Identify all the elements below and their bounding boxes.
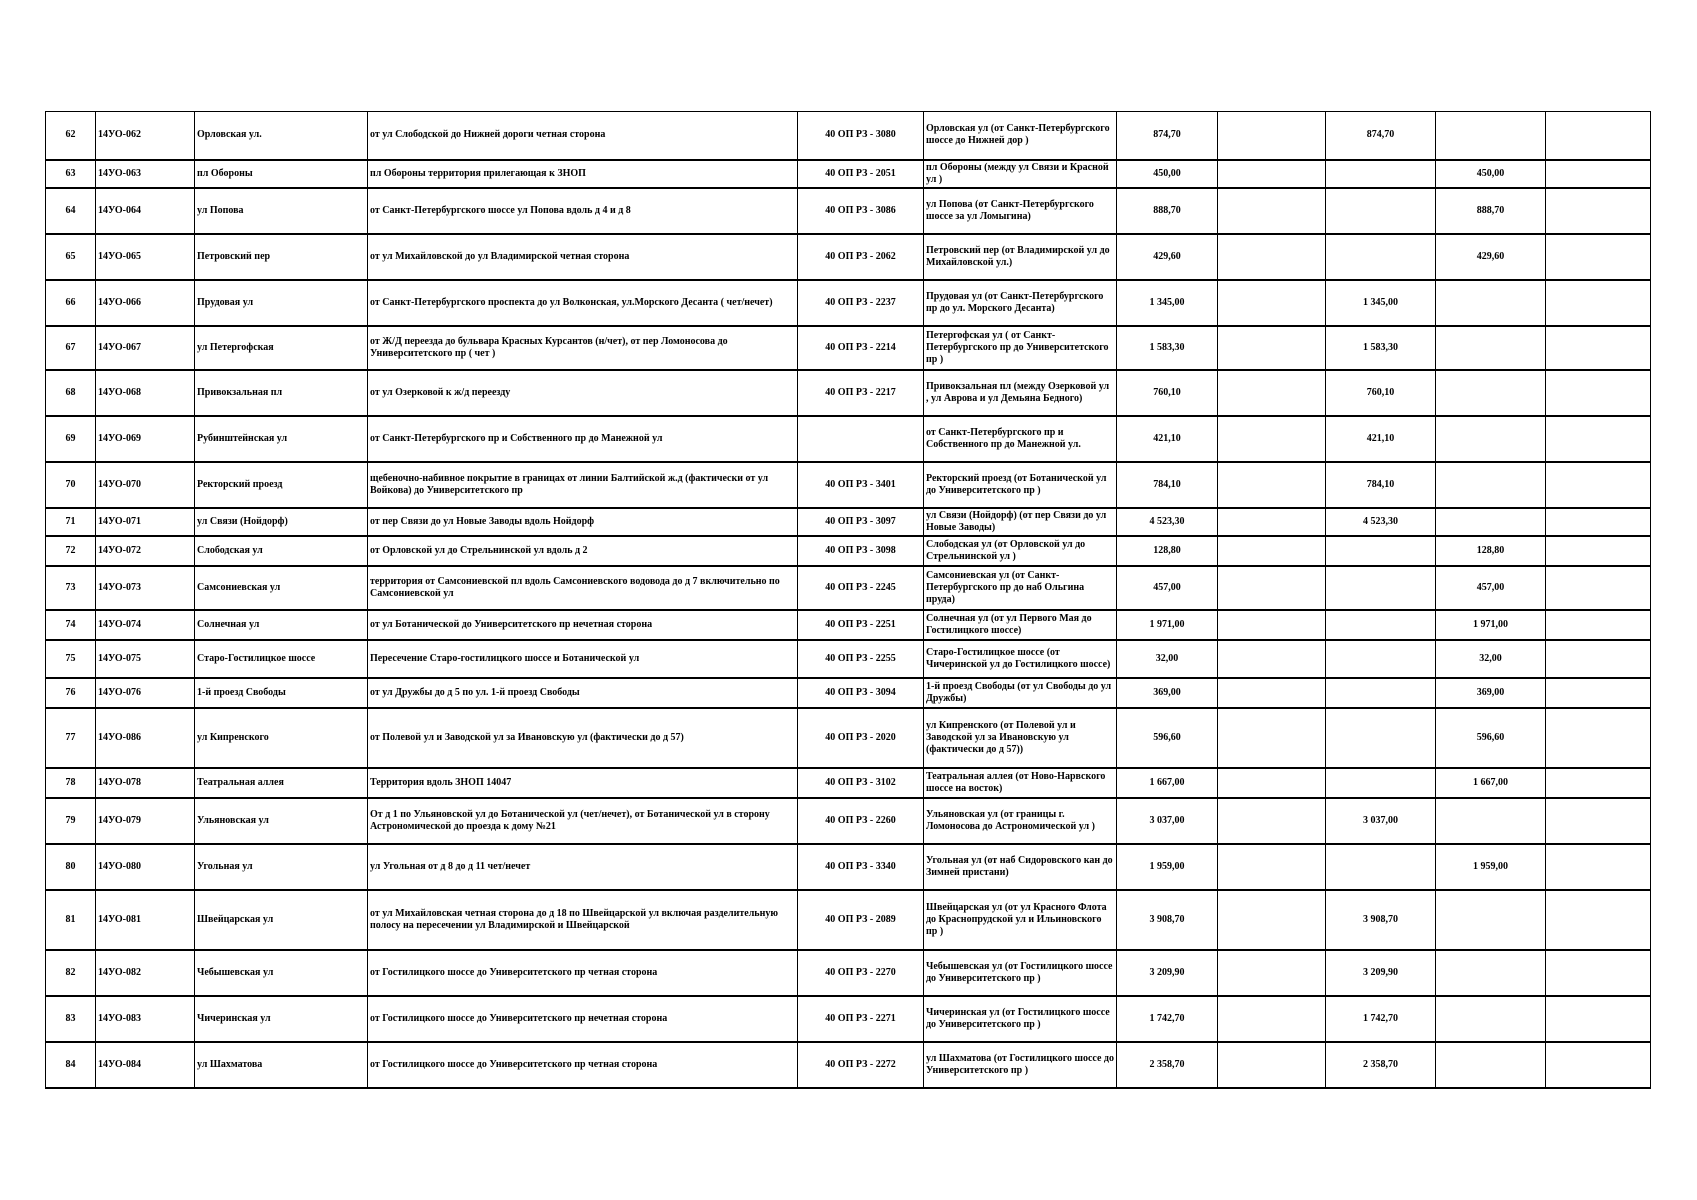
work-description: от Полевой ул и Заводской ул за Ивановскую ул (фактически до д 57) — [368, 708, 798, 768]
column-a-value — [1218, 536, 1326, 566]
column-a-value — [1218, 508, 1326, 536]
length-value: 1 667,00 — [1117, 768, 1218, 798]
column-d-value — [1546, 508, 1651, 536]
length-value: 4 523,30 — [1117, 508, 1218, 536]
column-d-value — [1546, 798, 1651, 844]
work-description: от Гостилицкого шоссе до Университетского пр четная сторона — [368, 950, 798, 996]
row-number: 79 — [46, 798, 96, 844]
length-value: 1 959,00 — [1117, 844, 1218, 890]
column-b-value — [1326, 536, 1436, 566]
street-name: Чебышевская ул — [195, 950, 368, 996]
column-c-value: 32,00 — [1436, 640, 1546, 678]
row-number: 63 — [46, 160, 96, 188]
road-section: ул Шахматова (от Гостилицкого шоссе до Университетского пр ) — [924, 1042, 1117, 1088]
street-name: Привокзальная пл — [195, 370, 368, 416]
column-d-value — [1546, 844, 1651, 890]
registry-number: 40 ОП РЗ - 2251 — [798, 610, 924, 640]
column-c-value — [1436, 370, 1546, 416]
column-a-value — [1218, 640, 1326, 678]
object-code: 14УО-062 — [96, 112, 195, 160]
row-number: 82 — [46, 950, 96, 996]
column-b-value: 1 583,30 — [1326, 326, 1436, 370]
column-c-value: 128,80 — [1436, 536, 1546, 566]
length-value: 760,10 — [1117, 370, 1218, 416]
road-section: Ульяновская ул (от границы г. Ломоносова до Астрономической ул ) — [924, 798, 1117, 844]
column-d-value — [1546, 370, 1651, 416]
column-a-value — [1218, 326, 1326, 370]
registry-number: 40 ОП РЗ - 2260 — [798, 798, 924, 844]
length-value: 1 742,70 — [1117, 996, 1218, 1042]
length-value: 3 908,70 — [1117, 890, 1218, 950]
road-section: пл Обороны (между ул Связи и Красной ул ) — [924, 160, 1117, 188]
column-a-value — [1218, 280, 1326, 326]
column-c-value — [1436, 326, 1546, 370]
row-number: 62 — [46, 112, 96, 160]
work-description: от ул Озерковой к ж/д переезду — [368, 370, 798, 416]
table-row — [46, 160, 1651, 188]
street-name: пл Обороны — [195, 160, 368, 188]
road-section: ул Связи (Нойдорф) (от пер Связи до ул Новые Заводы) — [924, 508, 1117, 536]
column-d-value — [1546, 536, 1651, 566]
table-row — [46, 1042, 1651, 1088]
length-value: 369,00 — [1117, 678, 1218, 708]
column-a-value — [1218, 798, 1326, 844]
column-a-value — [1218, 768, 1326, 798]
column-d-value — [1546, 996, 1651, 1042]
column-b-value — [1326, 678, 1436, 708]
work-description: от Гостилицкого шоссе до Университетского пр нечетная сторона — [368, 996, 798, 1042]
street-name: ул Попова — [195, 188, 368, 234]
registry-number: 40 ОП РЗ - 3086 — [798, 188, 924, 234]
table-row — [46, 996, 1651, 1042]
column-c-value: 1 667,00 — [1436, 768, 1546, 798]
registry-number: 40 ОП РЗ - 3098 — [798, 536, 924, 566]
registry-number: 40 ОП РЗ - 3401 — [798, 462, 924, 508]
length-value: 457,00 — [1117, 566, 1218, 610]
column-b-value — [1326, 844, 1436, 890]
work-description: от ул Дружбы до д 5 по ул. 1-й проезд Свободы — [368, 678, 798, 708]
road-section: от Санкт-Петербургского пр и Собственного пр до Манежной ул. — [924, 416, 1117, 462]
registry-number: 40 ОП РЗ - 3102 — [798, 768, 924, 798]
object-code: 14УО-066 — [96, 280, 195, 326]
object-code: 14УО-072 — [96, 536, 195, 566]
column-c-value — [1436, 112, 1546, 160]
road-section: Ректорский проезд (от Ботанической ул до Университетского пр ) — [924, 462, 1117, 508]
column-b-value: 3 037,00 — [1326, 798, 1436, 844]
row-number: 67 — [46, 326, 96, 370]
work-description: от ул Ботанической до Университетского пр нечетная сторона — [368, 610, 798, 640]
column-c-value — [1436, 950, 1546, 996]
column-b-value: 421,10 — [1326, 416, 1436, 462]
column-b-value — [1326, 188, 1436, 234]
object-code: 14УО-071 — [96, 508, 195, 536]
column-a-value — [1218, 844, 1326, 890]
road-section: Швейцарская ул (от ул Красного Флота до Краснопрудской ул и Ильиновского пр ) — [924, 890, 1117, 950]
column-d-value — [1546, 326, 1651, 370]
row-number: 81 — [46, 890, 96, 950]
registry-number: 40 ОП РЗ - 2271 — [798, 996, 924, 1042]
data-table — [45, 111, 1651, 1089]
street-name: ул Шахматова — [195, 1042, 368, 1088]
street-name: Угольная ул — [195, 844, 368, 890]
work-description: Пересечение Старо-гостилицкого шоссе и Ботанической ул — [368, 640, 798, 678]
object-code: 14УО-067 — [96, 326, 195, 370]
work-description: щебеночно-набивное покрытие в границах от линии Балтийской ж.д (фактически от ул Войкова) до Университетского пр — [368, 462, 798, 508]
table-row — [46, 188, 1651, 234]
column-c-value — [1436, 798, 1546, 844]
street-name: ул Связи (Нойдорф) — [195, 508, 368, 536]
column-a-value — [1218, 678, 1326, 708]
registry-number: 40 ОП РЗ - 2217 — [798, 370, 924, 416]
column-b-value — [1326, 640, 1436, 678]
street-name: 1-й проезд Свободы — [195, 678, 368, 708]
work-description: ул Угольная от д 8 до д 11 чет/нечет — [368, 844, 798, 890]
work-description: от ул Михайловской до ул Владимирской четная сторона — [368, 234, 798, 280]
column-c-value — [1436, 508, 1546, 536]
length-value: 3 209,90 — [1117, 950, 1218, 996]
row-number: 72 — [46, 536, 96, 566]
row-number: 80 — [46, 844, 96, 890]
column-a-value — [1218, 462, 1326, 508]
column-b-value: 2 358,70 — [1326, 1042, 1436, 1088]
column-b-value: 3 209,90 — [1326, 950, 1436, 996]
row-number: 69 — [46, 416, 96, 462]
column-a-value — [1218, 950, 1326, 996]
length-value: 874,70 — [1117, 112, 1218, 160]
registry-number: 40 ОП РЗ - 2051 — [798, 160, 924, 188]
work-description: от ул Слободской до Нижней дороги четная сторона — [368, 112, 798, 160]
object-code: 14УО-068 — [96, 370, 195, 416]
table-row — [46, 112, 1651, 160]
column-b-value: 784,10 — [1326, 462, 1436, 508]
registry-number: 40 ОП РЗ - 2272 — [798, 1042, 924, 1088]
column-d-value — [1546, 416, 1651, 462]
street-name: Театральная аллея — [195, 768, 368, 798]
road-section: Слободская ул (от Орловской ул до Стрельнинской ул ) — [924, 536, 1117, 566]
road-section: Привокзальная пл (между Озерковой ул , ул Аврова и ул Демьяна Бедного) — [924, 370, 1117, 416]
work-description: от Санкт-Петербургского шоссе ул Попова вдоль д 4 и д 8 — [368, 188, 798, 234]
column-b-value — [1326, 234, 1436, 280]
column-d-value — [1546, 566, 1651, 610]
column-c-value — [1436, 996, 1546, 1042]
column-c-value — [1436, 416, 1546, 462]
table-row — [46, 708, 1651, 768]
column-d-value — [1546, 708, 1651, 768]
road-section: 1-й проезд Свободы (от ул Свободы до ул Дружбы) — [924, 678, 1117, 708]
street-name: Рубинштейнская ул — [195, 416, 368, 462]
object-code: 14УО-084 — [96, 1042, 195, 1088]
column-a-value — [1218, 370, 1326, 416]
table-row — [46, 536, 1651, 566]
registry-number: 40 ОП РЗ - 3094 — [798, 678, 924, 708]
registry-number: 40 ОП РЗ - 2020 — [798, 708, 924, 768]
length-value: 421,10 — [1117, 416, 1218, 462]
object-code: 14УО-080 — [96, 844, 195, 890]
length-value: 128,80 — [1117, 536, 1218, 566]
street-name: ул Кипренского — [195, 708, 368, 768]
street-name: Швейцарская ул — [195, 890, 368, 950]
row-number: 73 — [46, 566, 96, 610]
registry-number: 40 ОП РЗ - 2089 — [798, 890, 924, 950]
work-description: пл Обороны территория прилегающая к ЗНОП — [368, 160, 798, 188]
registry-number: 40 ОП РЗ - 2270 — [798, 950, 924, 996]
length-value: 596,60 — [1117, 708, 1218, 768]
work-description: Территория вдоль ЗНОП 14047 — [368, 768, 798, 798]
street-name: Ульяновская ул — [195, 798, 368, 844]
column-a-value — [1218, 160, 1326, 188]
registry-number: 40 ОП РЗ - 2245 — [798, 566, 924, 610]
row-number: 75 — [46, 640, 96, 678]
road-section: Солнечная ул (от ул Первого Мая до Гостилицкого шоссе) — [924, 610, 1117, 640]
object-code: 14УО-069 — [96, 416, 195, 462]
column-d-value — [1546, 890, 1651, 950]
object-code: 14УО-078 — [96, 768, 195, 798]
work-description: от Ж/Д переезда до бульвара Красных Курсантов (н/чет), от пер Ломоносова до Университетского пр ( чет ) — [368, 326, 798, 370]
object-code: 14УО-063 — [96, 160, 195, 188]
object-code: 14УО-076 — [96, 678, 195, 708]
length-value: 1 583,30 — [1117, 326, 1218, 370]
column-d-value — [1546, 188, 1651, 234]
street-name: Ректорский проезд — [195, 462, 368, 508]
table-row — [46, 416, 1651, 462]
column-d-value — [1546, 768, 1651, 798]
table-row — [46, 326, 1651, 370]
object-code: 14УО-065 — [96, 234, 195, 280]
column-a-value — [1218, 610, 1326, 640]
object-code: 14УО-079 — [96, 798, 195, 844]
table-row — [46, 234, 1651, 280]
registry-number: 40 ОП РЗ - 2062 — [798, 234, 924, 280]
road-section: ул Попова (от Санкт-Петербургского шоссе за ул Ломыгина) — [924, 188, 1117, 234]
table-row — [46, 890, 1651, 950]
column-b-value — [1326, 768, 1436, 798]
object-code: 14УО-064 — [96, 188, 195, 234]
column-b-value — [1326, 566, 1436, 610]
road-section: Угольная ул (от наб Сидоровского кан до Зимней пристани) — [924, 844, 1117, 890]
work-description: территория от Самсониевской пл вдоль Самсониевского водовода до д 7 включительно по Самсониевской ул — [368, 566, 798, 610]
street-name: ул Петергофская — [195, 326, 368, 370]
registry-number — [798, 416, 924, 462]
table-row — [46, 566, 1651, 610]
row-number: 70 — [46, 462, 96, 508]
column-d-value — [1546, 640, 1651, 678]
column-a-value — [1218, 708, 1326, 768]
column-c-value — [1436, 890, 1546, 950]
column-a-value — [1218, 416, 1326, 462]
road-section: Петергофская ул ( от Санкт-Петербургского пр до Университетского пр ) — [924, 326, 1117, 370]
table-row — [46, 370, 1651, 416]
length-value: 888,70 — [1117, 188, 1218, 234]
object-code: 14УО-083 — [96, 996, 195, 1042]
row-number: 76 — [46, 678, 96, 708]
table-row — [46, 798, 1651, 844]
table-row — [46, 462, 1651, 508]
road-section: Старо-Гостилицкое шоссе (от Чичеринской ул до Гостилицкого шоссе) — [924, 640, 1117, 678]
street-name: Солнечная ул — [195, 610, 368, 640]
length-value: 32,00 — [1117, 640, 1218, 678]
table-row — [46, 768, 1651, 798]
road-section: Прудовая ул (от Санкт-Петербургского пр до ул. Морского Десанта) — [924, 280, 1117, 326]
road-section: Петровский пер (от Владимирской ул до Михайловской ул.) — [924, 234, 1117, 280]
table-row — [46, 280, 1651, 326]
registry-number: 40 ОП РЗ - 3080 — [798, 112, 924, 160]
street-name: Старо-Гостилицкое шоссе — [195, 640, 368, 678]
column-b-value — [1326, 610, 1436, 640]
object-code: 14УО-070 — [96, 462, 195, 508]
length-value: 2 358,70 — [1117, 1042, 1218, 1088]
work-description: от пер Связи до ул Новые Заводы вдоль Нойдорф — [368, 508, 798, 536]
column-c-value: 1 959,00 — [1436, 844, 1546, 890]
column-d-value — [1546, 462, 1651, 508]
street-name: Петровский пер — [195, 234, 368, 280]
column-b-value: 1 742,70 — [1326, 996, 1436, 1042]
street-name: Самсониевская ул — [195, 566, 368, 610]
column-c-value: 429,60 — [1436, 234, 1546, 280]
column-c-value: 596,60 — [1436, 708, 1546, 768]
work-description: от Санкт-Петербургского пр и Собственного пр до Манежной ул — [368, 416, 798, 462]
column-b-value: 760,10 — [1326, 370, 1436, 416]
column-b-value — [1326, 160, 1436, 188]
row-number: 66 — [46, 280, 96, 326]
table-row — [46, 950, 1651, 996]
work-description: от Орловской ул до Стрельнинской ул вдоль д 2 — [368, 536, 798, 566]
work-description: От д 1 по Ульяновской ул до Ботанической ул (чет/нечет), от Ботанической ул в сторону Астрономической до проезда к дому №21 — [368, 798, 798, 844]
table-row — [46, 678, 1651, 708]
column-b-value — [1326, 708, 1436, 768]
street-name: Слободская ул — [195, 536, 368, 566]
work-description: от ул Михайловская четная сторона до д 18 по Швейцарской ул включая разделительную полосу на пересечении ул Владимирской и Швейцарской — [368, 890, 798, 950]
column-a-value — [1218, 1042, 1326, 1088]
row-number: 77 — [46, 708, 96, 768]
road-section: Чичеринская ул (от Гостилицкого шоссе до Университетского пр ) — [924, 996, 1117, 1042]
object-code: 14УО-075 — [96, 640, 195, 678]
registry-number: 40 ОП РЗ - 3097 — [798, 508, 924, 536]
row-number: 78 — [46, 768, 96, 798]
column-c-value — [1436, 462, 1546, 508]
object-code: 14УО-081 — [96, 890, 195, 950]
object-code: 14УО-073 — [96, 566, 195, 610]
road-section: Самсониевская ул (от Санкт-Петербургского пр до наб Ольгина пруда) — [924, 566, 1117, 610]
row-number: 64 — [46, 188, 96, 234]
length-value: 3 037,00 — [1117, 798, 1218, 844]
length-value: 429,60 — [1117, 234, 1218, 280]
column-d-value — [1546, 112, 1651, 160]
object-code: 14УО-074 — [96, 610, 195, 640]
column-d-value — [1546, 610, 1651, 640]
length-value: 1 971,00 — [1117, 610, 1218, 640]
table-row — [46, 508, 1651, 536]
column-c-value — [1436, 1042, 1546, 1088]
column-d-value — [1546, 950, 1651, 996]
length-value: 450,00 — [1117, 160, 1218, 188]
row-number: 68 — [46, 370, 96, 416]
column-a-value — [1218, 112, 1326, 160]
column-d-value — [1546, 234, 1651, 280]
column-b-value: 3 908,70 — [1326, 890, 1436, 950]
column-d-value — [1546, 678, 1651, 708]
row-number: 65 — [46, 234, 96, 280]
table-row — [46, 640, 1651, 678]
registry-number: 40 ОП РЗ - 3340 — [798, 844, 924, 890]
object-code: 14УО-086 — [96, 708, 195, 768]
registry-number: 40 ОП РЗ - 2237 — [798, 280, 924, 326]
table-row — [46, 844, 1651, 890]
length-value: 1 345,00 — [1117, 280, 1218, 326]
length-value: 784,10 — [1117, 462, 1218, 508]
registry-number: 40 ОП РЗ - 2214 — [798, 326, 924, 370]
column-b-value: 874,70 — [1326, 112, 1436, 160]
table-row — [46, 610, 1651, 640]
column-a-value — [1218, 890, 1326, 950]
street-name: Чичеринская ул — [195, 996, 368, 1042]
column-d-value — [1546, 280, 1651, 326]
road-section: Чебышевская ул (от Гостилицкого шоссе до Университетского пр ) — [924, 950, 1117, 996]
object-code: 14УО-082 — [96, 950, 195, 996]
work-description: от Гостилицкого шоссе до Университетского пр четная сторона — [368, 1042, 798, 1088]
road-section: Театральная аллея (от Ново-Нарвского шоссе на восток) — [924, 768, 1117, 798]
registry-number: 40 ОП РЗ - 2255 — [798, 640, 924, 678]
column-c-value — [1436, 280, 1546, 326]
street-name: Орловская ул. — [195, 112, 368, 160]
column-b-value: 4 523,30 — [1326, 508, 1436, 536]
road-section: Орловская ул (от Санкт-Петербургского шоссе до Нижней дор ) — [924, 112, 1117, 160]
column-a-value — [1218, 188, 1326, 234]
column-c-value: 369,00 — [1436, 678, 1546, 708]
column-b-value: 1 345,00 — [1326, 280, 1436, 326]
column-c-value: 450,00 — [1436, 160, 1546, 188]
column-c-value: 1 971,00 — [1436, 610, 1546, 640]
column-a-value — [1218, 566, 1326, 610]
row-number: 83 — [46, 996, 96, 1042]
work-description: от Санкт-Петербургского проспекта до ул Волконская, ул.Морского Десанта ( чет/нечет) — [368, 280, 798, 326]
column-c-value: 888,70 — [1436, 188, 1546, 234]
row-number: 71 — [46, 508, 96, 536]
row-number: 74 — [46, 610, 96, 640]
row-number: 84 — [46, 1042, 96, 1088]
column-d-value — [1546, 1042, 1651, 1088]
column-a-value — [1218, 996, 1326, 1042]
column-d-value — [1546, 160, 1651, 188]
column-a-value — [1218, 234, 1326, 280]
street-name: Прудовая ул — [195, 280, 368, 326]
road-section: ул Кипренского (от Полевой ул и Заводской ул за Ивановскую ул (фактически до д 57)) — [924, 708, 1117, 768]
column-c-value: 457,00 — [1436, 566, 1546, 610]
